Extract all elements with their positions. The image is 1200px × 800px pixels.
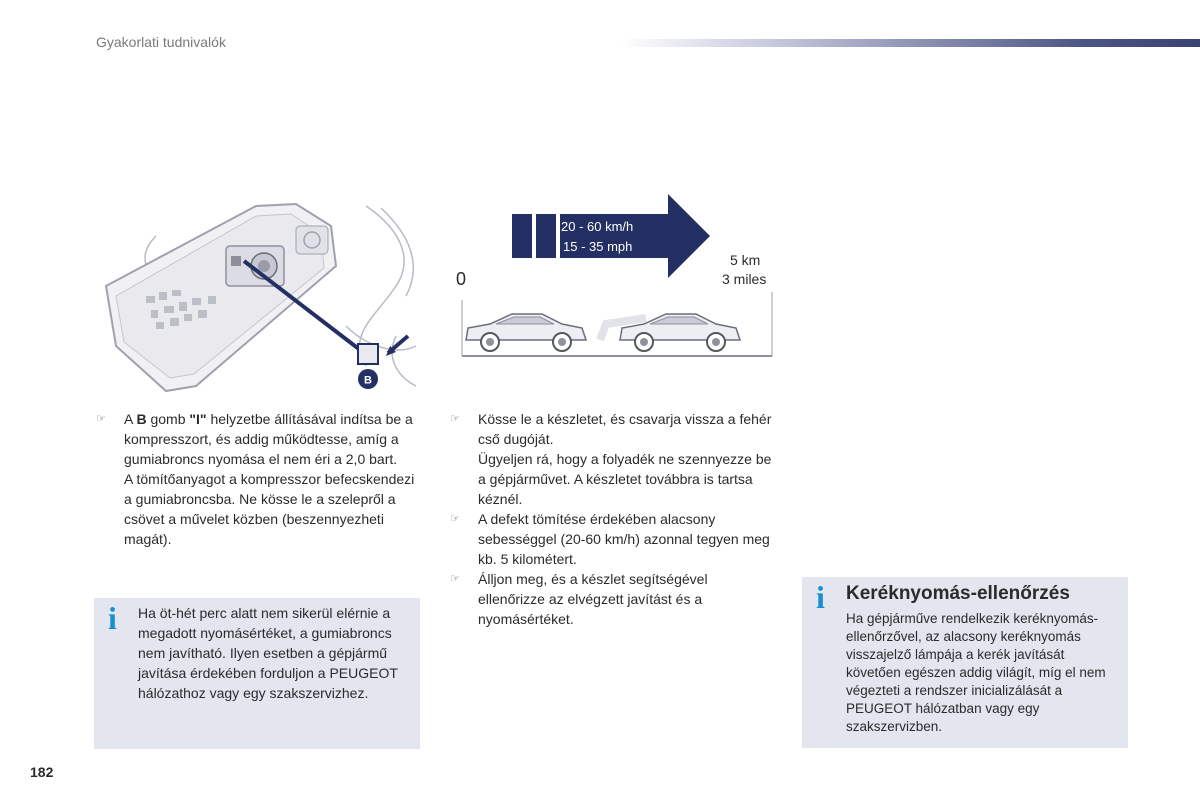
info-icon: i [108, 600, 117, 636]
info-icon: i [816, 579, 825, 615]
start-label: 0 [456, 269, 467, 289]
left-instructions [96, 409, 416, 549]
info-box-text: Ha öt-hét perc alatt nem sikerül elérnie a megadott nyomásértéket, a gumiabroncs nem javítható. Ilyen esetben a gépjármű javítása érdekében forduljon a PEUGEOT hálózathoz vagy egy szakszervizhez. [138, 605, 398, 701]
speed-distance-diagram [450, 190, 780, 360]
info-box-text: Ha gépjárműve rendelkezik keréknyomás-ellenőrzővel, az alacsony keréknyomás visszajelző lámpája a kerék javítását követően egészen addig világít, míg el nem végezteti a rendszer inicializálását a PEUGEOT hálózatban vagy egy szakszervizben. [846, 611, 1106, 734]
pointing-hand-icon: ☞ [450, 513, 460, 525]
middle-instructions [450, 409, 775, 629]
list-item: ☞ Kösse le a készletet, és csavarja vissza a fehér cső dugóját. [450, 411, 772, 447]
info-box-title: Keréknyomás-ellenőrzés [846, 583, 1070, 604]
speed-mph-label: 15 - 35 mph [563, 239, 633, 254]
speed-kmh-label: 20 - 60 km/h [561, 219, 634, 234]
distance-miles-label: 3 miles [722, 271, 767, 287]
section-title: Gyakorlati tudnivalók [96, 34, 226, 50]
compressor-illustration [96, 196, 422, 396]
list-item: ☞ A defekt tömítése érdekében alacsony sebességgel (20-60 km/h) azonnal tegyen meg kb. 5 kilométert. [450, 511, 770, 567]
pointing-hand-icon: ☞ [450, 573, 460, 585]
list-item-continuation: Ügyeljen rá, hogy a folyadék ne szennyezze be a gépjárművet. A készletet továbbra is tartsa kéznél. [478, 451, 772, 507]
list-item: ☞ Álljon meg, és a készlet segítségével ellenőrizze az elvégzett javítást és a nyomásértéket. [450, 571, 708, 627]
list-item: ☞ A B gomb "I" helyzetbe állításával indítsa be a kompresszort, és addig működtesse, amíg a gumiabroncs nyomása el nem éri a 2,0 bart. [96, 411, 413, 467]
pointing-hand-icon: ☞ [450, 413, 460, 425]
car-stationary-icon [466, 314, 586, 351]
info-box-tyre-pressure [802, 577, 1128, 748]
header-gradient-bar [620, 39, 1200, 47]
callout-label: B [364, 374, 372, 387]
info-box-warning [94, 598, 420, 749]
distance-km-label: 5 km [730, 252, 761, 268]
pointing-hand-icon: ☞ [96, 413, 106, 425]
page-number: 182 [30, 764, 54, 780]
car-moving-icon [600, 314, 740, 351]
list-item-continuation: A tömítőanyagot a kompresszor befecskendezi a gumiabroncsba. Ne kösse le a szelepről a csövet a művelet közben (beszennyezheti magát). [124, 471, 415, 547]
